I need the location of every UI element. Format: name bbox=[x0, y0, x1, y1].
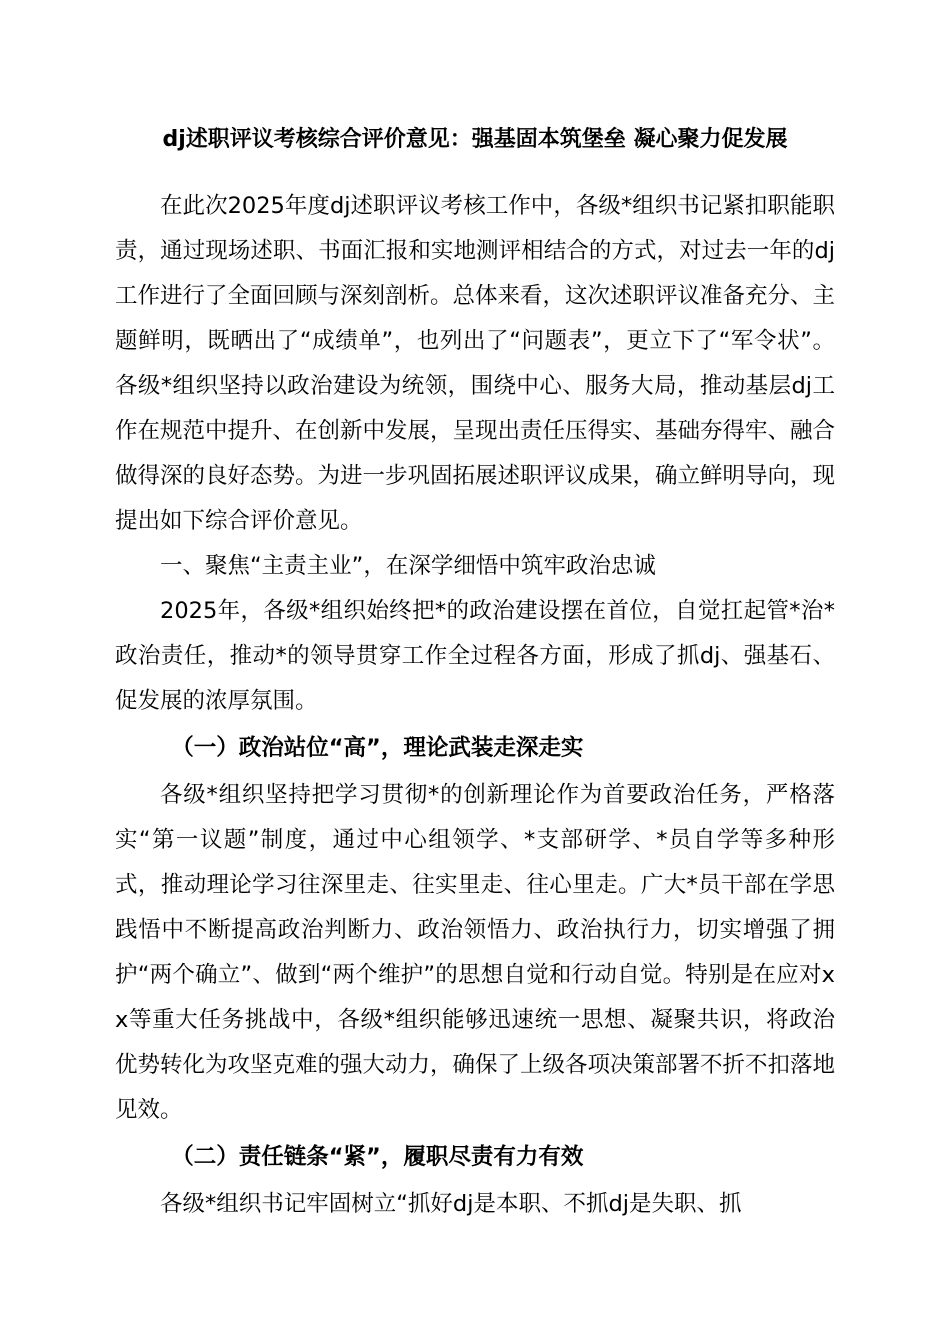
intro-paragraph: 在此次2025年度dj述职评议考核工作中，各级*组织书记紧扣职能职责，通过现场述职、书面汇报和实地测评相结合的方式，对过去一年的dj工作进行了全面回顾与深刻剖析。总体来看，这次述职评议准备充分、主题鲜明，既晒出了“成绩单”，也列出了“问题表”，更立下了“军令状”。各级*组织坚持以政治建设为统领，围绕中心、服务大局，推动基层dj工作在规范中提升、在创新中发展，呈现出责任压得实、基础夯得牢、融合做得深的良好态势。为进一步巩固拓展述职评议成果，确立鲜明导向，现提出如下综合评价意见。 bbox=[115, 193, 836, 534]
subsection-1-paragraph: 各级*组织坚持把学习贯彻*的创新理论作为首要政治任务，严格落实“第一议题”制度，通过中心组领学、*支部研学、*员自学等多种形式，推动理论学习往深里走、往实里走、往心里走。广大*员干部在学思践悟中不断提高政治判断力、政治领悟力、政治执行力，切实增强了拥护“两个确立”、做到“两个维护”的思想自觉和行动自觉。特别是在应对xx等重大任务挑战中，各级*组织能够迅速统一思想、凝聚共识，将政治优势转化为攻坚克难的强大动力，确保了上级各项决策部署不折不扣落地见效。 bbox=[115, 782, 836, 1123]
subsection-2-paragraph: 各级*组织书记牢固树立“抓好dj是本职、不抓dj是失职、抓 bbox=[160, 1191, 742, 1217]
section-1-heading: 一、聚焦“主责主业”，在深学细悟中筑牢政治忠诚 bbox=[160, 553, 656, 579]
subsection-1-heading: （一）政治站位“高”，理论武装走深走实 bbox=[171, 735, 584, 761]
section-1-paragraph: 2025年，各级*组织始终把*的政治建设摆在首位，自觉扛起管*治*政治责任，推动*的领导贯穿工作全过程各方面，形成了抓dj、强基石、促发展的浓厚氛围。 bbox=[115, 598, 835, 714]
document-page bbox=[115, 118, 835, 1227]
subsection-2-heading: （二）责任链条“紧”，履职尽责有力有效 bbox=[171, 1144, 584, 1170]
document-title: dj述职评议考核综合评价意见：强基固本筑堡垒 凝心聚力促发展 bbox=[162, 127, 788, 152]
